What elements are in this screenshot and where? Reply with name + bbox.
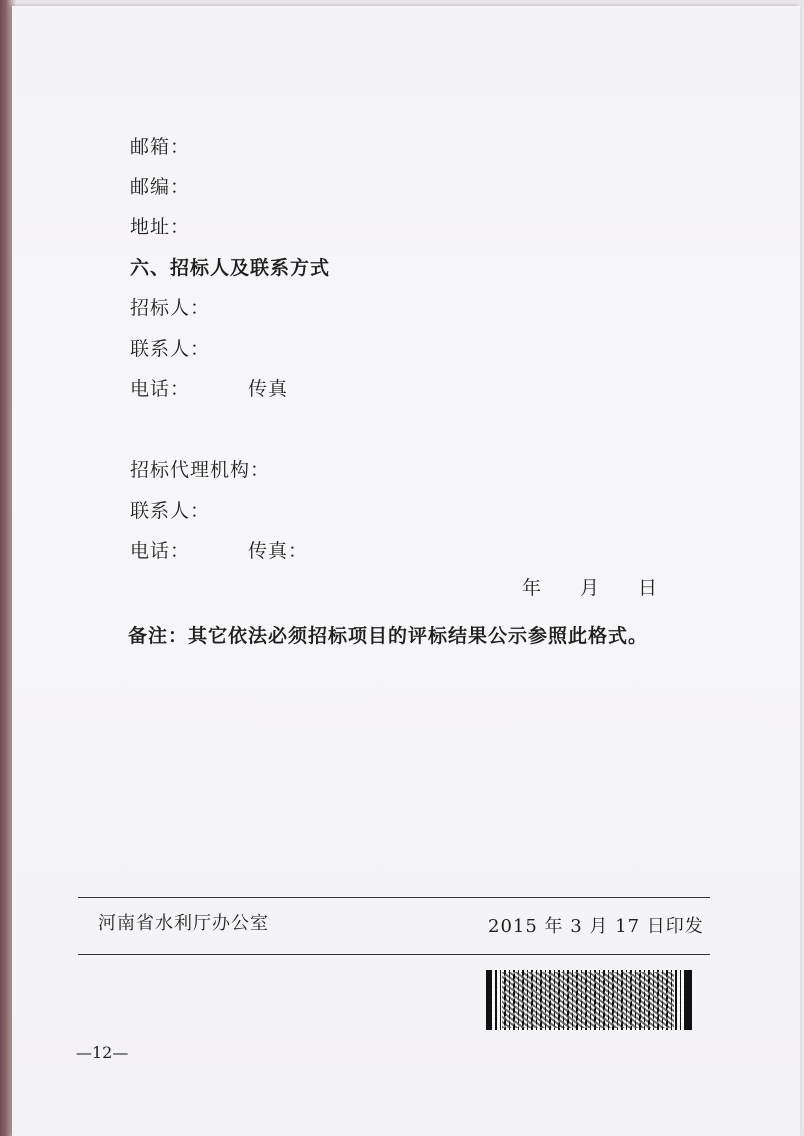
issue-date: 2015 年 3 月 17 日印发: [488, 916, 704, 937]
footer-top-rule: [78, 897, 710, 898]
agency-phone-label: 电话：: [130, 540, 191, 562]
postcode-label: 邮编：: [130, 176, 191, 198]
barcode-image: [486, 970, 692, 1030]
tenderer-label: 招标人：: [130, 297, 211, 319]
tenderer-contact-label: 联系人：: [130, 338, 211, 360]
agency-label: 招标代理机构：: [130, 459, 271, 481]
date-year: 年: [522, 577, 543, 599]
tenderer-fax-label: 传真: [248, 378, 289, 400]
issuer-name: 河南省水利厅办公室: [98, 913, 269, 934]
date-month: 月: [580, 577, 601, 599]
section-heading: 六、招标人及联系方式: [130, 257, 331, 279]
remark-text: 备注：其它依法必须招标项目的评标结果公示参照此格式。: [128, 625, 649, 647]
agency-fax-label: 传真：: [248, 540, 309, 562]
date-day: 日: [638, 577, 659, 599]
footer-bottom-rule: [78, 954, 710, 955]
page-number: —12—: [76, 1043, 129, 1062]
address-label: 地址：: [130, 216, 191, 238]
tenderer-phone-label: 电话：: [130, 378, 191, 400]
agency-contact-label: 联系人：: [130, 500, 211, 522]
email-label: 邮箱：: [130, 136, 191, 158]
